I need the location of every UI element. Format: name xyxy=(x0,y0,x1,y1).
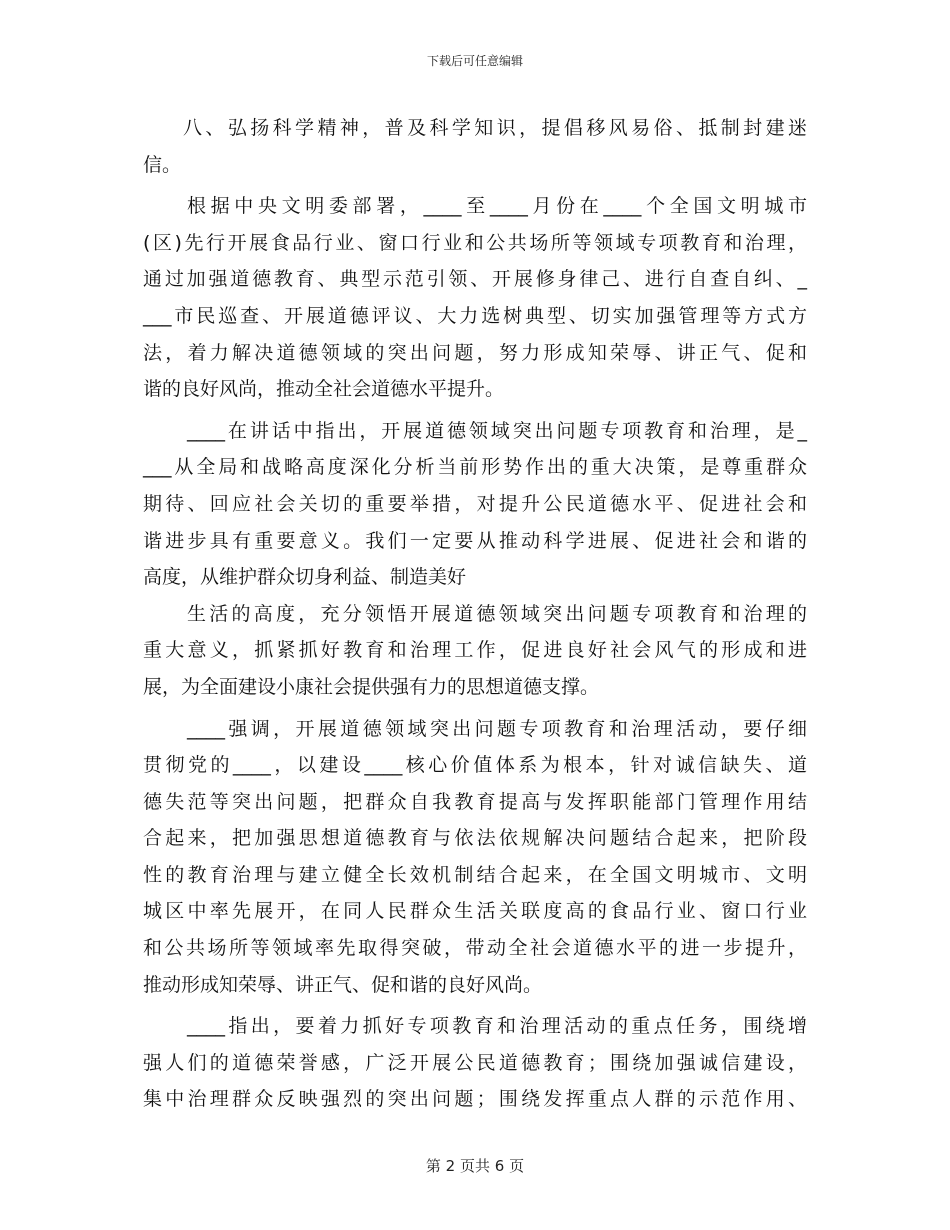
text-line: 德失范等突出问题，把群众自我教育提高与发挥职能部门管理作用结 xyxy=(143,790,807,813)
text-line: 推动形成知荣辱、讲正气、促和谐的良好风尚。 xyxy=(143,973,543,996)
text-line: 高度，从维护群众切身利益、制造美好 xyxy=(143,566,467,589)
text-line: 合起来，把加强思想道德教育与依法依规解决问题结合起来，把阶段 xyxy=(143,827,807,850)
text-line: 贯彻党的____，以建设____核心价值体系为根本，针对诚信缺失、道 xyxy=(143,754,807,777)
text-line: ___市民巡查、开展道德评议、大力选树典型、切实加强管理等方式方 xyxy=(143,304,807,327)
text-line: 根据中央文明委部署，____至____月份在____个全国文明城市 xyxy=(187,195,807,218)
text-line: ____在讲话中指出，开展道德领域突出问题专项教育和治理，是_ xyxy=(187,419,807,442)
text-line: 谐进步具有重要意义。我们一定要从推动科学进展、促进社会和谐的 xyxy=(143,529,807,552)
text-line: 通过加强道德教育、典型示范引领、开展修身律己、进行自查自纠、_ xyxy=(143,268,807,291)
page-header: 下载后可任意编辑 xyxy=(426,54,523,68)
text-line: 生活的高度，充分领悟开展道德领域突出问题专项教育和治理的 xyxy=(187,602,807,625)
text-line: 强人们的道德荣誉感，广泛开展公民道德教育；围绕加强诚信建设， xyxy=(143,1051,807,1074)
text-line: ____指出，要着力抓好专项教育和治理活动的重点任务，围绕增 xyxy=(187,1015,807,1038)
text-line: 法，着力解决道德领域的突出问题，努力形成知荣辱、讲正气、促和 xyxy=(143,341,807,364)
text-line: ___从全局和战略高度深化分析当前形势作出的重大决策，是尊重群众 xyxy=(143,456,807,479)
text-line: ____强调，开展道德领域突出问题专项教育和治理活动，要仔细 xyxy=(187,717,807,740)
text-line: 信。 xyxy=(143,153,182,176)
text-line: 期待、回应社会关切的重要举措，对提升公民道德水平、促进社会和 xyxy=(143,492,807,515)
document-body xyxy=(143,110,807,1118)
text-line: 城区中率先展开，在同人民群众生活关联度高的食品行业、窗口行业 xyxy=(143,900,807,923)
text-line: (区)先行开展食品行业、窗口行业和公共场所等领域专项教育和治理， xyxy=(143,231,807,254)
text-line: 八、弘扬科学精神，普及科学知识，提倡移风易俗、抵制封建迷 xyxy=(183,117,807,139)
text-line: 重大意义，抓紧抓好教育和治理工作，促进良好社会风气的形成和进 xyxy=(143,639,807,662)
text-line: 展，为全面建设小康社会提供强有力的思想道德支撑。 xyxy=(143,675,600,698)
text-line: 集中治理群众反映强烈的突出问题；围绕发挥重点人群的示范作用、 xyxy=(143,1088,807,1111)
text-line: 和公共场所等领域率先取得突破，带动全社会道德水平的进一步提升， xyxy=(143,937,807,960)
text-line: 性的教育治理与建立健全长效机制结合起来，在全国文明城市、文明 xyxy=(143,863,807,886)
page-number: 第 2 页共 6 页 xyxy=(425,1157,525,1175)
text-line: 谐的良好风尚，推动全社会道德水平提升。 xyxy=(143,378,505,401)
